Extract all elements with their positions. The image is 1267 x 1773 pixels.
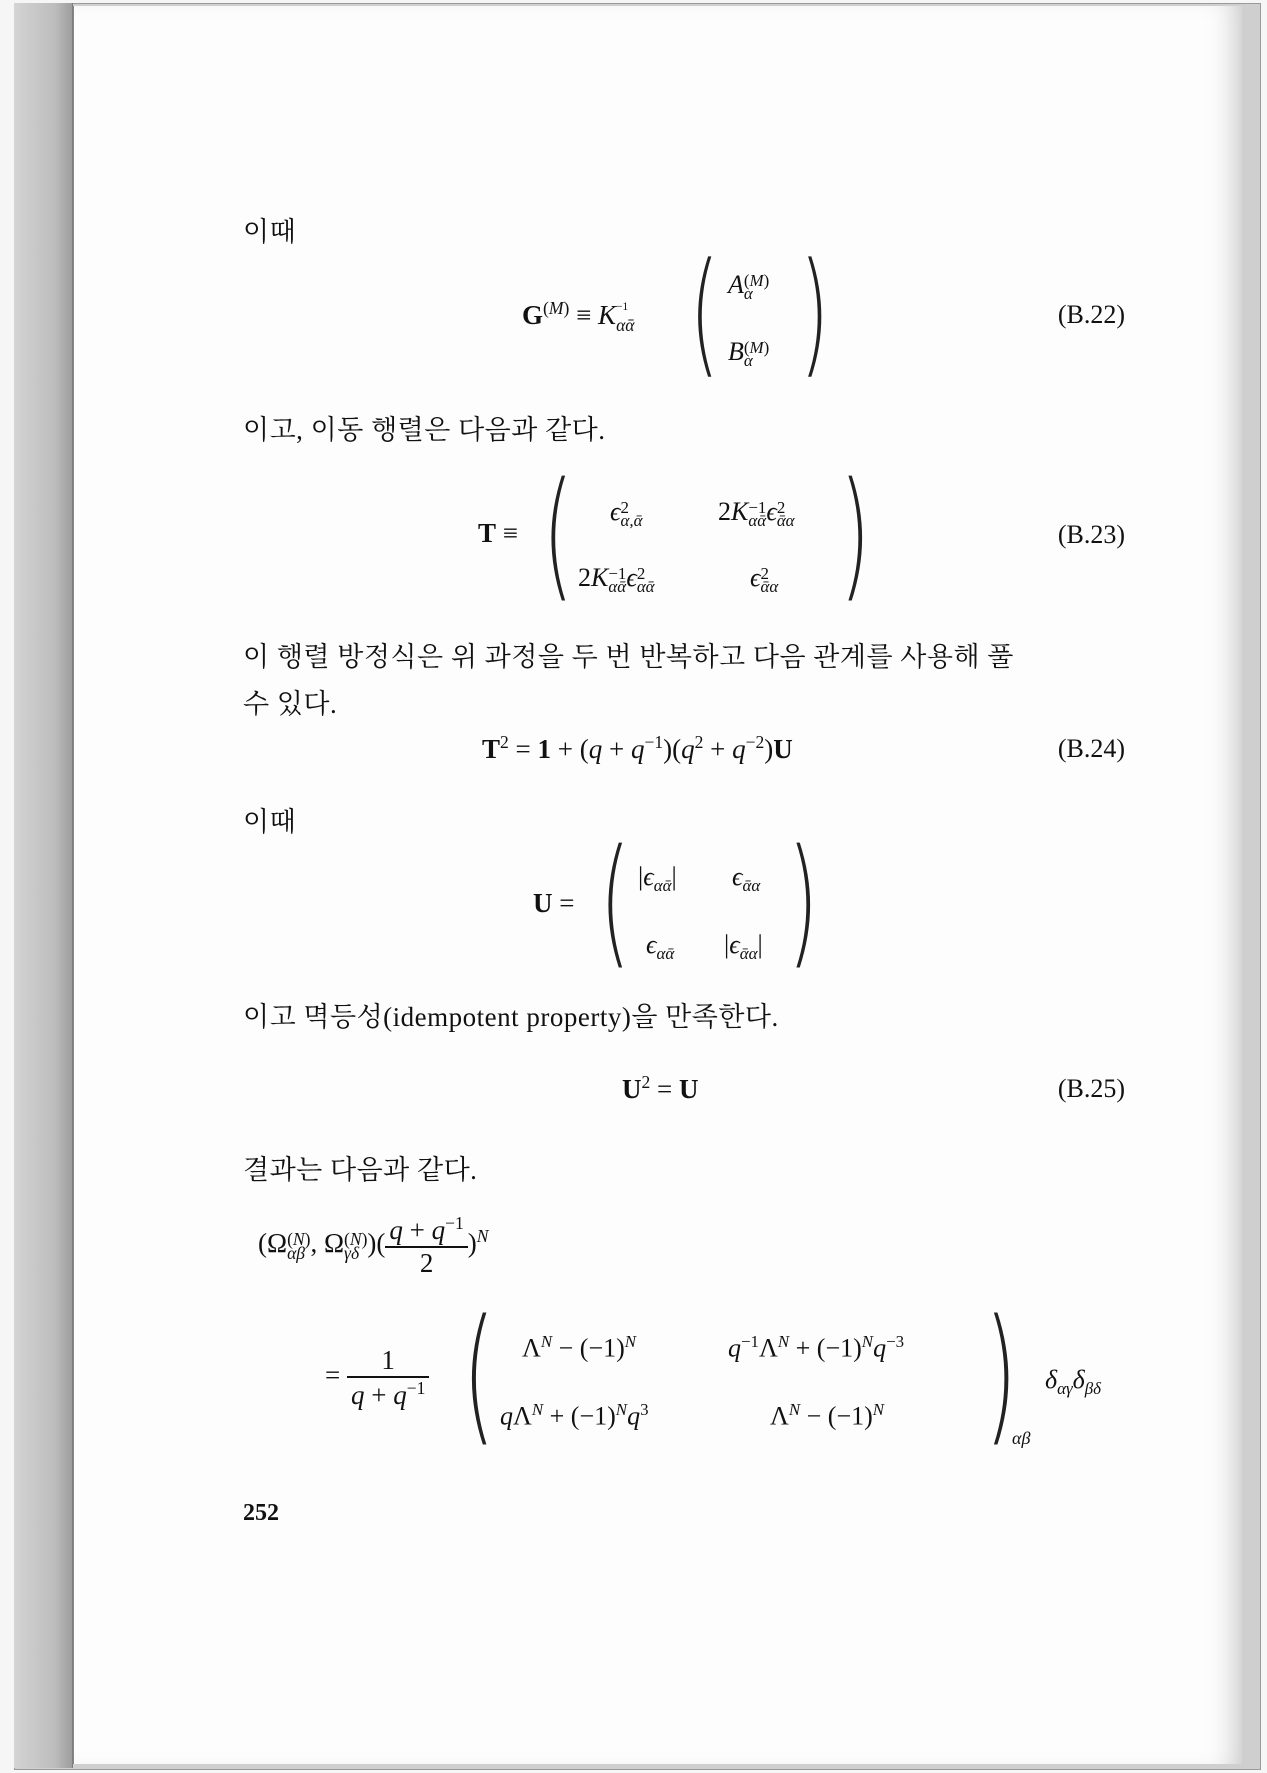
- matrix-cell: $\Lambda^N - (-1)^N$: [770, 1400, 885, 1431]
- matrix-cell: $q^{-1}\Lambda^N + (-1)^Nq^{-3}$: [728, 1332, 905, 1363]
- paragraph-text: 이때: [243, 807, 297, 837]
- right-paren: ): [840, 453, 871, 616]
- matrix-cell: $\epsilon_{\alpha ᾱ}$: [646, 930, 675, 964]
- matrix-cell: A(M) α: [728, 270, 770, 304]
- matrix-cell: 2K−1 αᾱϵ2 ᾱα: [718, 497, 795, 531]
- matrix-cell: B(M) α: [728, 337, 770, 371]
- paragraph-text: 결과는 다음과 같다.: [243, 1155, 478, 1185]
- equation-number: (B.23): [1057, 520, 1125, 549]
- result-equation-lhs: (Ω(N) αβ , Ω(N) γδ )( $\frac{q + q^{-1}}{2}$ )$^N$: [258, 1213, 489, 1278]
- equation-lhs: U =: [533, 888, 575, 918]
- matrix-cell: 2K−1 αᾱϵ2 αᾱ: [578, 563, 655, 597]
- equation-lhs: $G^{(M)} \equiv K^{-1}$ αᾱ: [522, 298, 635, 336]
- paragraph-text: 이때: [243, 217, 297, 247]
- equation-number: (B.24): [1057, 734, 1125, 763]
- equation-number: (B.22): [1057, 300, 1125, 329]
- paragraph-text: 수 있다.: [243, 689, 338, 719]
- matrix-cell: $|\epsilon_{ᾱ\alpha}|$: [724, 930, 763, 964]
- equation-body: $T^2 = 1 + (q + q^{-1})(q^2 + q^{-2})U$: [482, 732, 793, 764]
- left-paren: (: [463, 1288, 495, 1460]
- matrix-subscript: αβ: [1012, 1428, 1031, 1448]
- matrix-cell: $|\epsilon_{\alpha ᾱ}|$: [638, 862, 677, 896]
- book-spine: [14, 3, 73, 1768]
- matrix-cell: ϵ2 ᾱα: [750, 563, 779, 597]
- left-paren: (: [690, 234, 719, 391]
- left-paren: (: [543, 453, 574, 616]
- matrix-cell: ϵ2 α,ᾱ: [610, 497, 643, 531]
- matrix-cell: $\epsilon_{ᾱ\alpha}$: [732, 862, 761, 896]
- delta-product: $\delta_{\alpha\gamma}\delta_{\beta\delta}$: [1045, 1365, 1101, 1399]
- equation-number: (B.25): [1057, 1074, 1125, 1103]
- matrix-cell: $q\Lambda^N + (-1)^Nq^3$: [500, 1400, 649, 1431]
- equation-equals: = $\frac{1}{q + q^{-1}}$: [325, 1345, 429, 1411]
- matrix-cell: $\Lambda^N - (-1)^N$: [522, 1332, 637, 1363]
- page-number: 252: [243, 1500, 279, 1526]
- equation-body: $U^2 = U$: [622, 1072, 699, 1104]
- right-paren: ): [800, 234, 829, 391]
- left-paren: (: [600, 820, 631, 983]
- equation-lhs: T ≡: [478, 518, 518, 548]
- right-paren: ): [788, 820, 819, 983]
- paragraph-text: 이고, 이동 행렬은 다음과 같다.: [243, 415, 606, 445]
- paragraph-text: 이 행렬 방정식은 위 과정을 두 번 반복하고 다음 관계를 사용해 풀: [243, 642, 1014, 672]
- paragraph-text: 이고 멱등성(idempotent property)을 만족한다.: [243, 1002, 779, 1032]
- right-paren: ): [985, 1288, 1017, 1460]
